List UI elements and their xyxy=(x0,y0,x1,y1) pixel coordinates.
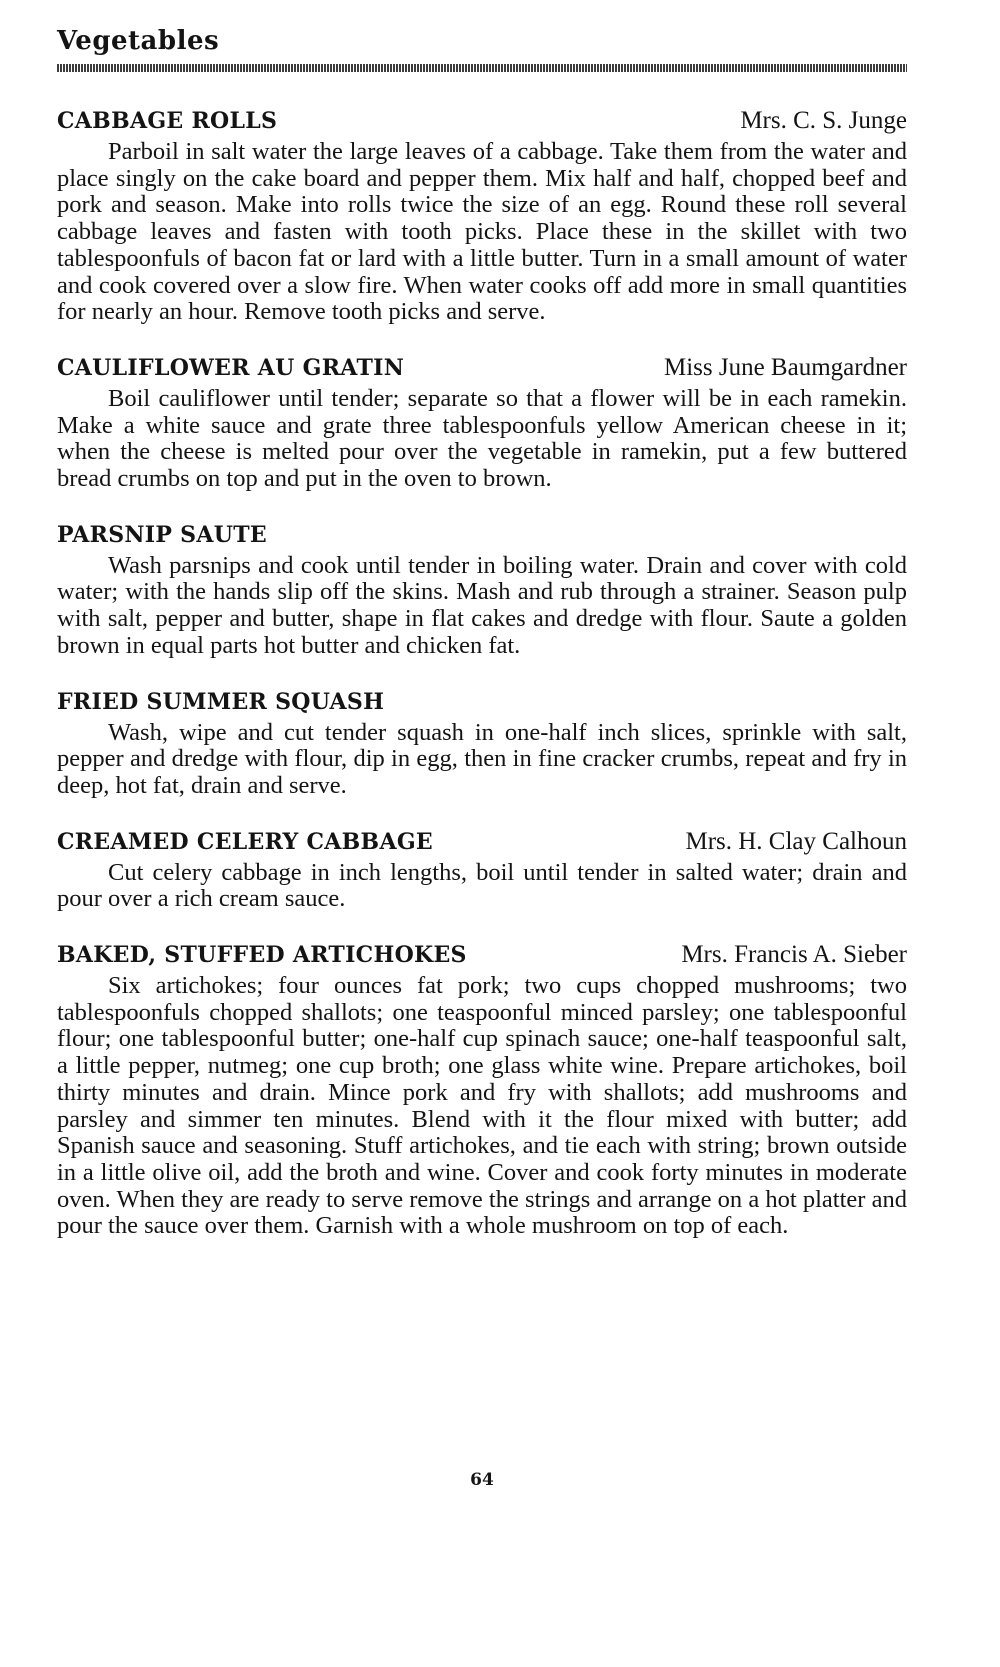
recipe-baked-stuffed-artichokes xyxy=(57,940,907,1240)
section-title: Vegetables xyxy=(57,26,220,56)
recipe-header xyxy=(57,687,907,717)
recipe-cabbage-rolls xyxy=(57,106,907,326)
recipe-title: CABBAGE ROLLS xyxy=(57,108,278,134)
recipe-title: BAKED, STUFFED ARTICHOKES xyxy=(57,942,467,969)
recipe-header xyxy=(57,106,907,136)
recipe-author: Miss June Baumgardner xyxy=(663,353,907,381)
recipe-title: FRIED SUMMER SQUASH xyxy=(57,688,385,715)
recipe-instructions: Boil cauliflower until tender; separate so that a flower will be in each ramekin. Make a white sauce and grate three tablespoonfuls yellow American cheese in it; when the cheese is melted pour over the vegetable in ramekin, put a few buttered bread crumbs on top and put in the oven to brown. xyxy=(57,384,907,493)
recipe-cauliflower-au-gratin xyxy=(57,353,907,493)
recipe-author: Mrs. H. Clay Calhoun xyxy=(685,827,907,855)
cookbook-page xyxy=(57,24,907,1490)
recipe-title: CREAMED CELERY CABBAGE xyxy=(57,828,433,855)
recipe-title: CAULIFLOWER AU GRATIN xyxy=(57,354,405,381)
recipe-header xyxy=(57,353,907,383)
recipe-instructions: Six artichokes; four ounces fat pork; two cups chopped mushrooms; two tablespoonfuls chopped shallots; one teaspoonful minced parsley; one tablespoonful flour; one tablespoonful butter; one-half cup spinach sauce; one-half teaspoonful salt, a little pepper, nutmeg; one cup broth; one glass white wine. Prepare artichokes, boil thirty minutes and drain. Mince pork and fry with shallots; add mushrooms and parsley and simmer ten minutes. Blend with it the flour mixed with butter; add Spanish sauce and seasoning. Stuff artichokes, and tie each with string; brown outside in a little olive oil, add the broth and wine. Cover and cook forty minutes in moderate oven. When they are ready to serve remove the strings and arrange on a hot platter and pour the sauce over them. Garnish with a whole mushroom on top of each. xyxy=(57,972,907,1240)
recipe-instructions: Parboil in salt water the large leaves of a cabbage. Take them from the water and place singly on the cake board and pepper them. Mix half and half, chopped beef and pork and season. Make into rolls twice the size of an egg. Round these roll several cabbage leaves and fasten with tooth picks. Place these in the skillet with two tablespoonfuls of bacon fat or lard with a little butter. Turn in a small amount of water and cook covered over a slow fire. When water cooks off add more in small quantities for nearly an hour. Remove tooth picks and serve. xyxy=(57,138,907,326)
recipe-header xyxy=(57,827,907,857)
recipe-fried-summer-squash xyxy=(57,687,907,800)
recipe-author: Mrs. C. S. Junge xyxy=(740,107,907,134)
recipe-title: PARSNIP SAUTE xyxy=(57,521,267,548)
recipe-author: Mrs. Francis A. Sieber xyxy=(681,941,907,969)
recipe-instructions: Cut celery cabbage in inch lengths, boil until tender in salted water; drain and pour over a rich cream sauce. xyxy=(57,858,907,913)
recipe-header xyxy=(57,940,907,970)
recipe-instructions: Wash parsnips and cook until tender in boiling water. Drain and cover with cold water; with the hands slip off the skins. Mash and rub through a strainer. Season pulp with salt, pepper and butter, shape in flat cakes and dredge with flour. Saute a golden brown in equal parts hot butter and chicken fat. xyxy=(57,551,907,659)
recipe-creamed-celery-cabbage xyxy=(57,827,907,913)
recipe-instructions: Wash, wipe and cut tender squash in one-half inch slices, sprinkle with salt, pepper and dredge with flour, dip in egg, then in fine cracker crumbs, repeat and fry in deep, hot fat, drain and serve. xyxy=(57,718,907,799)
recipe-parsnip-saute xyxy=(57,520,907,660)
page-number: 64 xyxy=(470,1470,494,1490)
section-divider xyxy=(57,64,907,72)
recipe-header xyxy=(57,520,907,550)
